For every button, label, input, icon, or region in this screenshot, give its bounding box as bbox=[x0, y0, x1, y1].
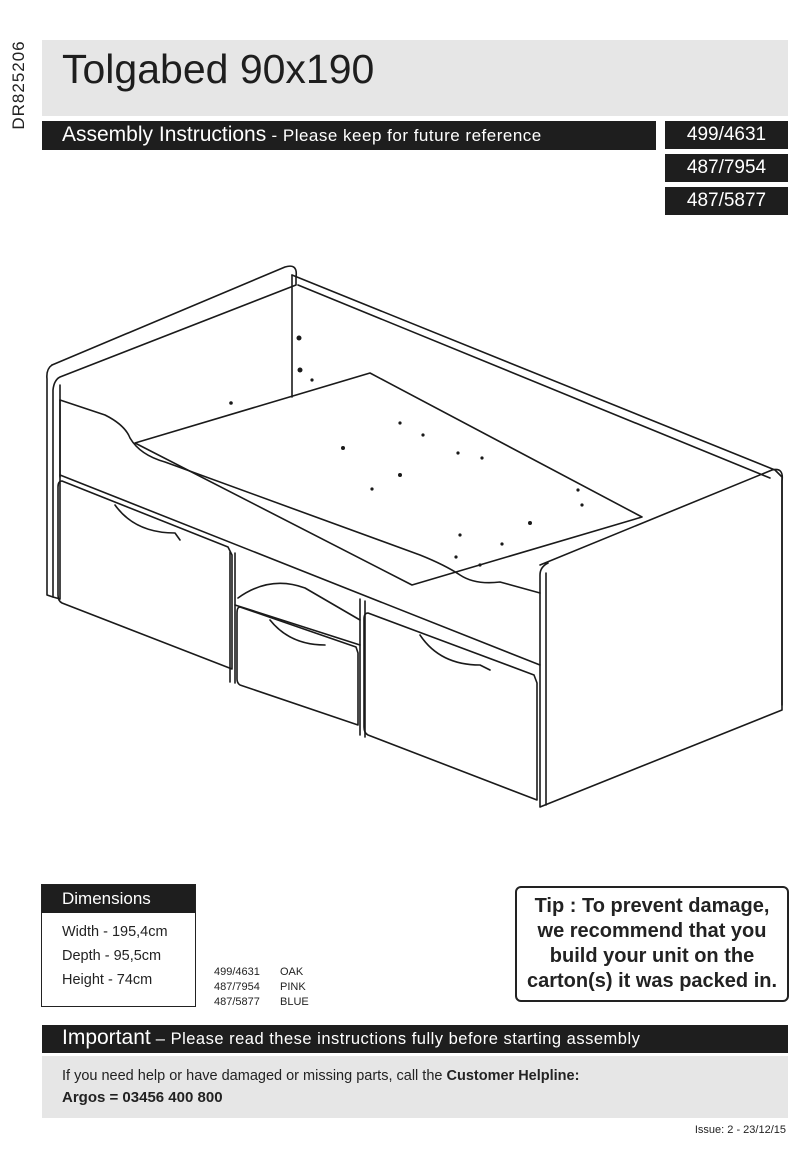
dimensions-heading bbox=[42, 885, 195, 913]
variant-code: 487/7954 bbox=[214, 981, 260, 993]
dimensions-heading-text: Dimensions bbox=[62, 889, 151, 908]
helpline-intro: If you need help or have damaged or missing parts, call the bbox=[62, 1068, 447, 1084]
subtitle-bar bbox=[42, 121, 656, 150]
helpline-box bbox=[42, 1056, 788, 1118]
helpline-label: Customer Helpline: bbox=[446, 1068, 580, 1084]
dimension-height-value: - 74cm bbox=[103, 972, 153, 988]
subtitle-main bbox=[62, 123, 542, 147]
dimensions-box bbox=[41, 884, 196, 1007]
dimension-depth bbox=[62, 948, 161, 964]
variant-color: OAK bbox=[280, 966, 304, 978]
product-code-1: 499/4631 bbox=[665, 121, 788, 149]
variant-color: PINK bbox=[280, 981, 306, 993]
dimension-width bbox=[62, 924, 168, 940]
dimension-height-label: Height bbox=[62, 972, 104, 988]
document-code-text: DR825206 bbox=[9, 40, 28, 130]
important-sub: – Please read these instructions fully before starting assembly bbox=[150, 1030, 641, 1048]
important-bar bbox=[42, 1025, 788, 1053]
dimension-height bbox=[62, 972, 152, 988]
variant-color: BLUE bbox=[280, 996, 309, 1008]
subtitle-main-text: Assembly Instructions bbox=[62, 123, 267, 146]
dimension-depth-label: Depth bbox=[62, 948, 101, 964]
variant-code: 499/4631 bbox=[214, 966, 260, 978]
tip-box bbox=[515, 886, 789, 1002]
dimension-width-label: Width bbox=[62, 924, 100, 940]
product-code-2: 487/7954 bbox=[665, 154, 788, 182]
tip-text: Tip : To prevent damage, we recommend that you build your unit on the carton(s) it was packed in. bbox=[526, 895, 778, 992]
dimension-width-value: - 195,4cm bbox=[99, 924, 168, 940]
helpline-text bbox=[62, 1068, 579, 1084]
important-main-text: Important bbox=[62, 1026, 151, 1049]
bed-illustration bbox=[40, 255, 788, 815]
product-code-3: 487/5877 bbox=[665, 187, 788, 215]
issue-date: Issue: 2 - 23/12/15 bbox=[694, 1124, 786, 1136]
important-main bbox=[62, 1026, 640, 1050]
subtitle-sub: - Please keep for future reference bbox=[266, 126, 542, 145]
document-code bbox=[6, 30, 32, 140]
dimension-depth-value: - 95,5cm bbox=[100, 948, 162, 964]
page-title: Tolgabed 90x190 bbox=[62, 46, 375, 92]
variant-code: 487/5877 bbox=[214, 996, 260, 1008]
helpline-phone: Argos = 03456 400 800 bbox=[62, 1089, 223, 1106]
title-bar bbox=[42, 40, 788, 116]
